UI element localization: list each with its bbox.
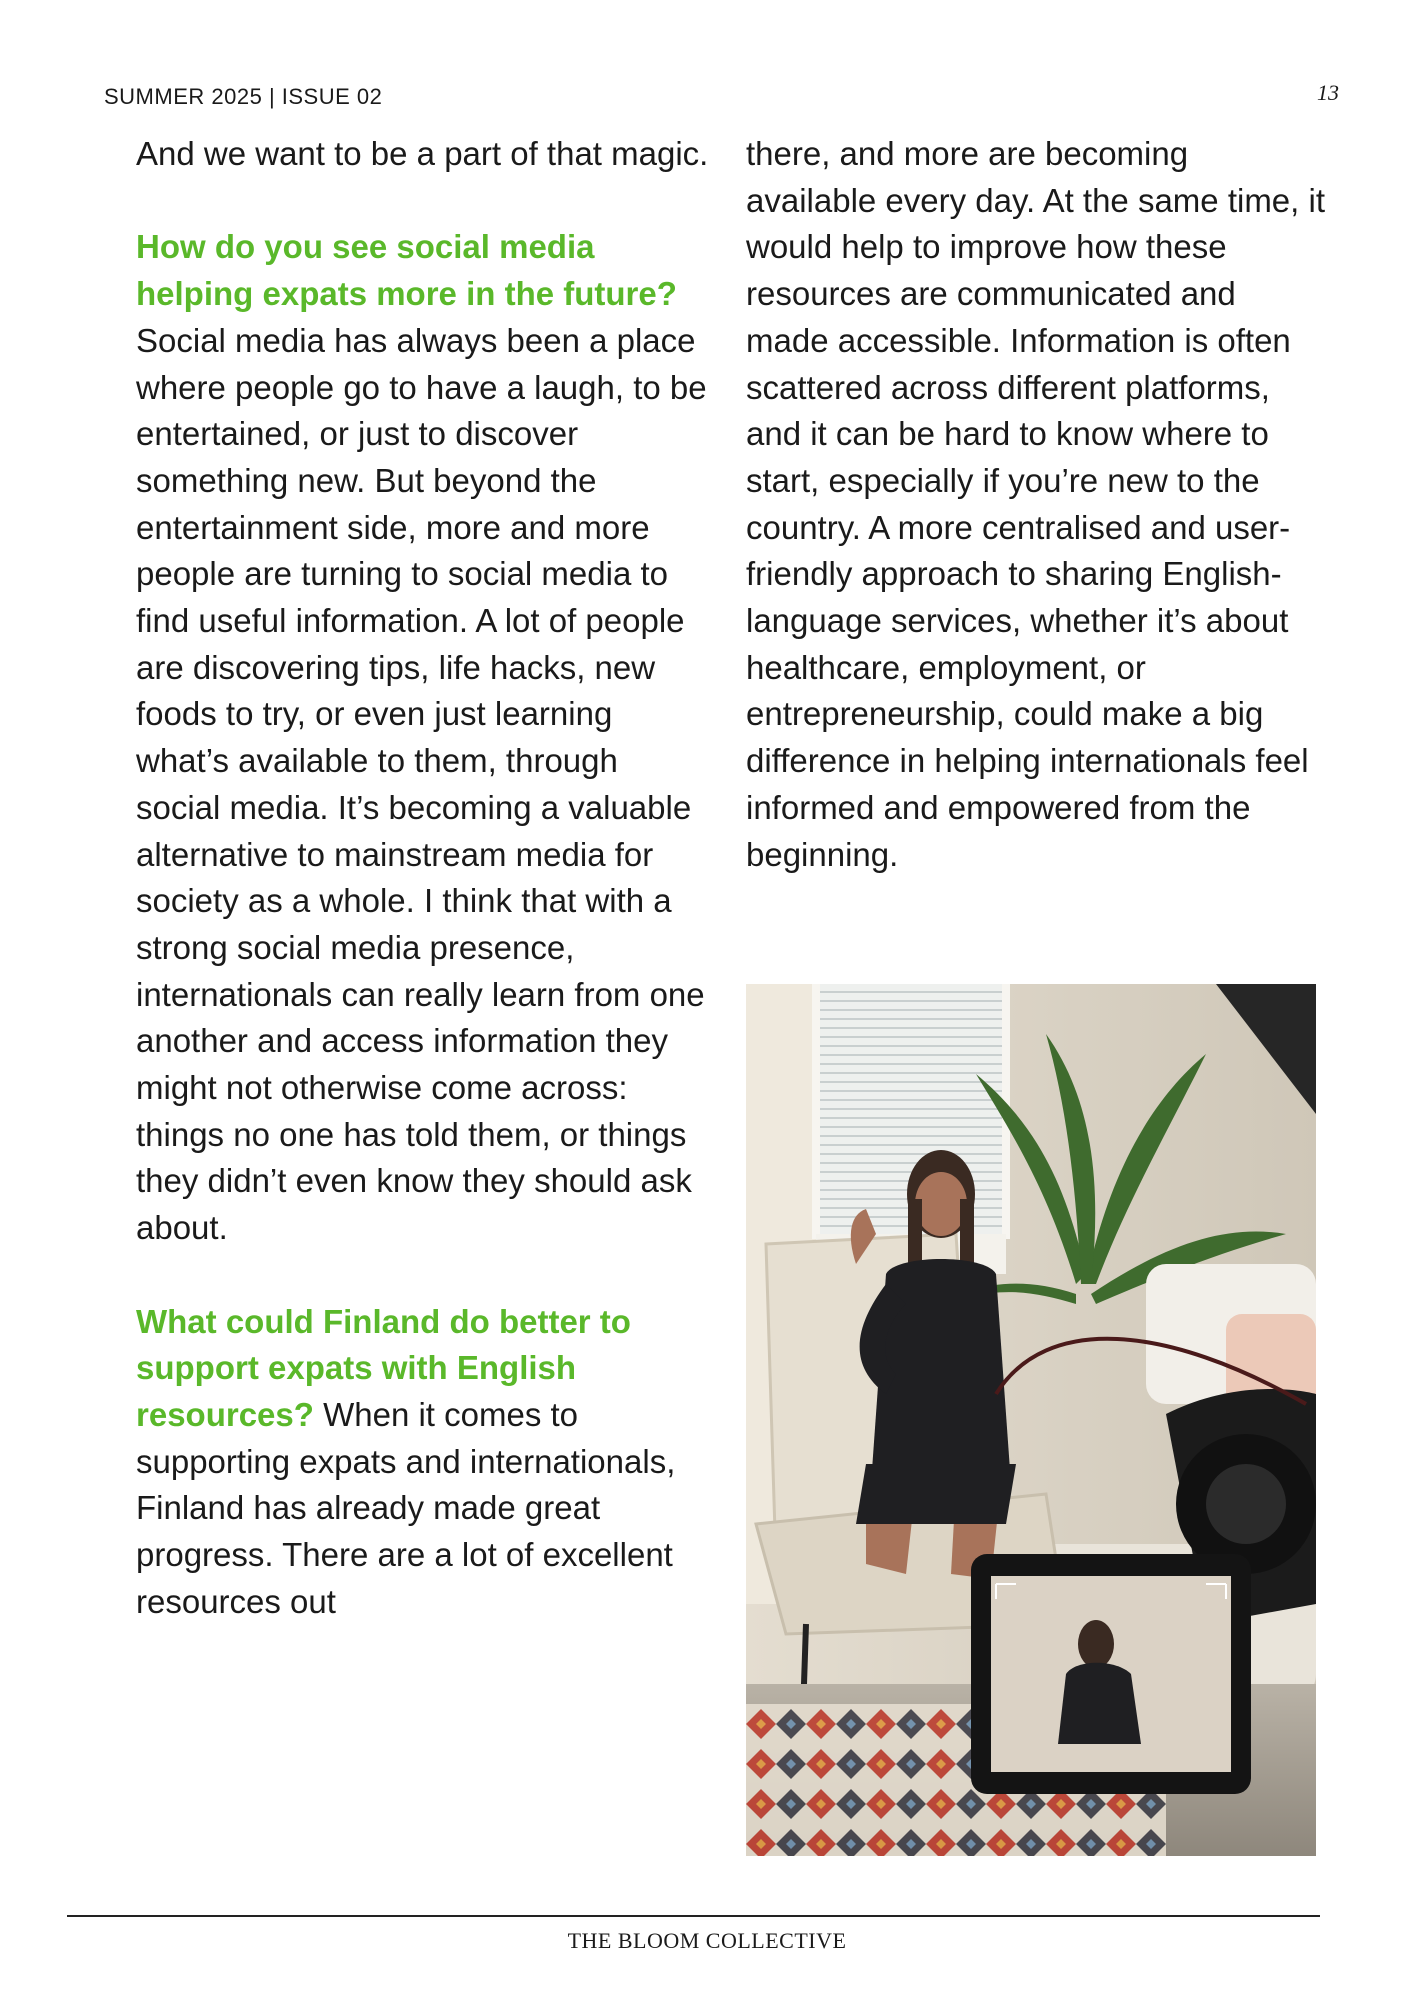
right-column-paragraph: there, and more are becoming available every day. At the same time, it would help to improve how these resources are communicated and made accessible. Information is often scattered across different platforms, and it can be hard to know where to start, especially if you’re new to the country. A more centralised and user-friendly approach to sharing English-language services, whether it’s about healthcare, employment, or entrepreneurship, could make a big difference in helping internationals feel informed and empowered from the beginning. xyxy=(746,135,1325,873)
question-2: What could Finland do better to support expats with English resources? xyxy=(136,1302,631,1433)
qa-paragraph-2 xyxy=(136,1299,711,1626)
page-number: 13 xyxy=(1317,80,1339,105)
right-column xyxy=(746,131,1326,878)
answer-1: Social media has always been a place where people go to have a laugh, to be entertained, or just to discover something new. But beyond the entertainment side, more and more people are turning to social media to find useful information. A lot of people are discovering tips, life hacks, new foods to try, or even just learning what’s available to them, through social media. It’s becoming a valuable alternative to mainstream media for society as a whole. I think that with a strong social media presence, internationals can really learn from one another and access information they might not otherwise come across: things no one has told them, or things they didn’t even know they should ask about. xyxy=(136,321,707,1247)
qa-paragraph-1 xyxy=(136,224,711,1251)
left-column xyxy=(136,131,711,1625)
footer-rule xyxy=(67,1915,1320,1917)
answer-2: When it comes to supporting expats and internationals, Finland has already made great progress. There are a lot of excellent resources out xyxy=(136,1395,676,1620)
footer-publication: THE BLOOM COLLECTIVE xyxy=(567,1928,847,1953)
issue-label: SUMMER 2025 | ISSUE 02 xyxy=(104,84,383,109)
question-1: How do you see social media helping expats more in the future? xyxy=(136,228,677,313)
intro-paragraph: And we want to be a part of that magic. xyxy=(136,135,709,172)
interview-photo xyxy=(746,984,1316,1856)
